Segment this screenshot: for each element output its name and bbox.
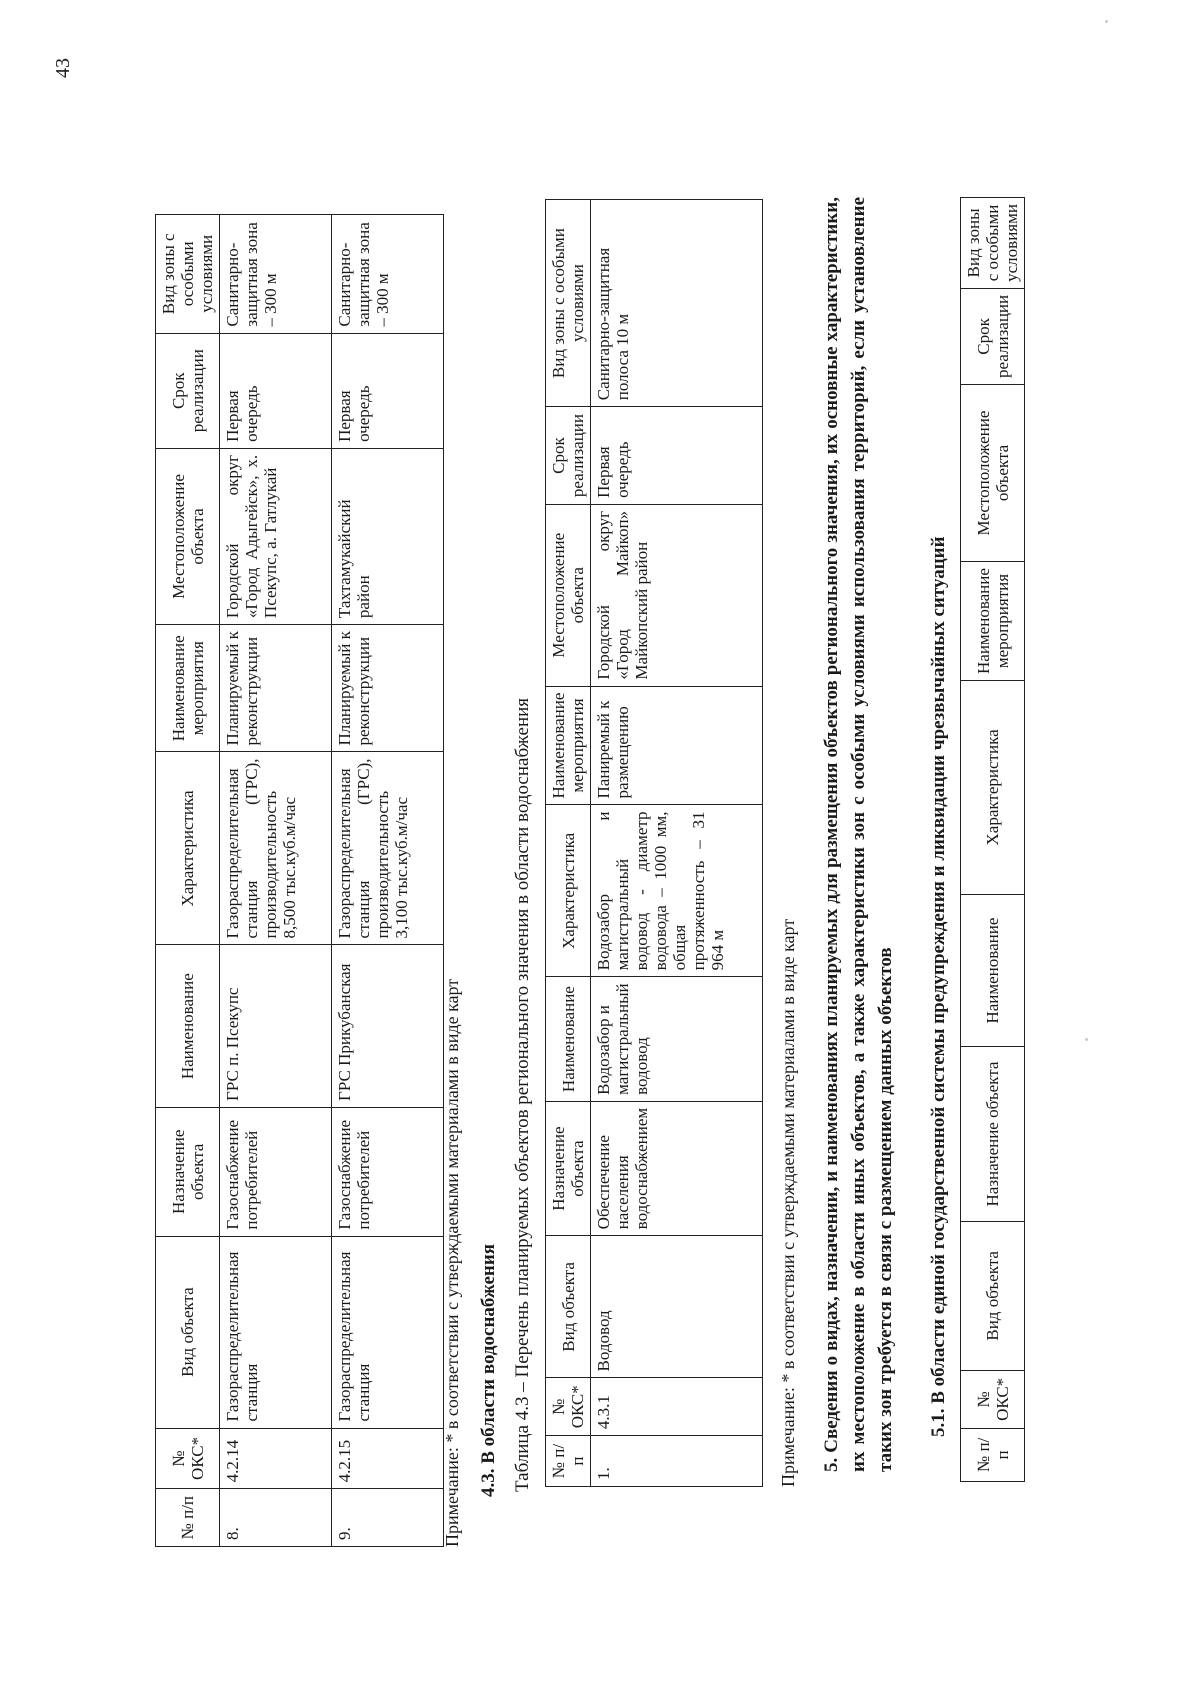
- scan-speck: [1105, 20, 1108, 23]
- table-cell: Планируемый к реконструкции: [332, 625, 444, 752]
- header-cell: Назначение объекта: [546, 1101, 591, 1235]
- table-cell: ГРС п. Псекупс: [220, 945, 332, 1108]
- table-header-row: [961, 198, 1025, 1482]
- table-row: [591, 200, 763, 1487]
- table-cell: 9.: [332, 1489, 444, 1547]
- rotated-page-content: [0, 157, 1040, 1657]
- table-cell: Газоснабжение потребителей: [220, 1107, 332, 1236]
- header-cell: Назначение объекта: [961, 1047, 1025, 1221]
- header-cell: Наименование мероприятия: [546, 686, 591, 805]
- table-4-3-caption: Таблица 4.3 – Перечень планируемых объектов регионального значения в области водоснабжения: [512, 697, 533, 1492]
- header-cell: № п/п: [156, 1489, 220, 1547]
- header-cell: Наименование: [546, 977, 591, 1101]
- table-cell: Городской округ «Город Адыгейск», х. Псекупс, а. Гатлукай: [220, 448, 332, 624]
- table-cell: Газораспределительная станция (ГРС), производительность 8,500 тыс.куб.м/час: [220, 752, 332, 945]
- water-supply-table: [545, 199, 763, 1487]
- table-cell: Водозабор и магистральный водовод - диаметр водовода – 1000 мм, общая протяженность – 31 964 м: [591, 805, 763, 977]
- header-cell: № п/п: [546, 1436, 591, 1487]
- header-cell: Местоположение объекта: [546, 504, 591, 686]
- table-cell: Первая очередь: [332, 333, 444, 448]
- table-cell: Санитарно-защитная зона – 300 м: [332, 215, 444, 334]
- table2-note: Примечание: * в соответствии с утверждаемыми материалами в виде карт: [778, 918, 798, 1487]
- header-cell: Назначение объекта: [156, 1107, 220, 1236]
- table-cell: Газораспределительная станция: [220, 1236, 332, 1428]
- header-cell: Характеристика: [546, 805, 591, 977]
- table-cell: Водовод: [591, 1236, 763, 1378]
- table-cell: 4.3.1: [591, 1378, 763, 1436]
- header-cell: Вид объекта: [961, 1221, 1025, 1370]
- section-5-heading: 5. Сведения о видах, назначении, и наименованиях планируемых для размещения объектов регионального значения, их основные характеристики, их местоположение в области иных объектов, а также характеристики зон с особыми условиями использования территорий, если установление таких зон требуется в связи с размещением данных объектов: [821, 197, 896, 1472]
- table-cell: 8.: [220, 1489, 332, 1547]
- table-cell: Паниремый к размещению: [591, 686, 763, 805]
- table-row: [332, 215, 444, 1547]
- table-header-row: [546, 200, 591, 1487]
- section-4-3-heading: 4.3. В области водоснабжения: [478, 1243, 499, 1497]
- header-cell: Местоположение объекта: [156, 448, 220, 624]
- header-cell: Вид объекта: [156, 1236, 220, 1428]
- table-cell: Санитарно-защитная зона – 300 м: [220, 215, 332, 334]
- table-cell: Тахтамукайский район: [332, 448, 444, 624]
- header-cell: Срок реализации: [546, 407, 591, 505]
- gas-stations-table: [155, 214, 444, 1547]
- page-number: 43: [52, 58, 74, 78]
- header-cell: Вид объекта: [546, 1236, 591, 1378]
- header-cell: № ОКС*: [156, 1428, 220, 1489]
- table-cell: Водозабор и магистральный водовод: [591, 977, 763, 1101]
- emergency-table-header: [960, 197, 1025, 1482]
- table-cell: Планируемый к реконструкции: [220, 625, 332, 752]
- table-cell: Обеспечение населения водоснабжением: [591, 1101, 763, 1235]
- table-cell: Санитарно-защитная полоса 10 м: [591, 200, 763, 407]
- header-cell: Наименование: [961, 894, 1025, 1047]
- table-row: [220, 215, 332, 1547]
- header-cell: № ОКС*: [546, 1378, 591, 1436]
- table-cell: Первая очередь: [591, 407, 763, 505]
- table-cell: Первая очередь: [220, 333, 332, 448]
- header-cell: Наименование мероприятия: [961, 562, 1025, 681]
- table1-note: Примечание: * в соответствии с утверждаемыми материалами в виде карт: [442, 978, 462, 1547]
- header-cell: № ОКС*: [961, 1370, 1025, 1428]
- header-cell: Вид зоны с особыми условиями: [546, 200, 591, 407]
- header-cell: Местоположение объекта: [961, 384, 1025, 561]
- table-cell: ГРС Прикубанская: [332, 945, 444, 1108]
- header-cell: Характеристика: [961, 681, 1025, 895]
- table-cell: Газоснабжение потребителей: [332, 1107, 444, 1236]
- header-cell: Вид зоны с особыми условиями: [156, 215, 220, 334]
- header-cell: № п/п: [961, 1428, 1025, 1481]
- table-cell: Газораспределительная станция (ГРС), производительность 3,100 тыс.куб.м/час: [332, 752, 444, 945]
- header-cell: Срок реализации: [961, 288, 1025, 384]
- header-cell: Наименование мероприятия: [156, 625, 220, 752]
- header-cell: Наименование: [156, 945, 220, 1108]
- header-cell: Срок реализации: [156, 333, 220, 448]
- header-cell: Вид зоны с особыми условиями: [961, 198, 1025, 289]
- section-5-1-heading: 5.1. В области единой государственной системы предупреждения и ликвидации чрезвычайных ситуаций: [928, 536, 949, 1437]
- table-cell: 4.2.15: [332, 1428, 444, 1489]
- table-cell: 1.: [591, 1436, 763, 1487]
- table-header-row: [156, 215, 220, 1547]
- table-cell: Городской округ «Город Майкоп» Майкопский район: [591, 504, 763, 686]
- table-cell: 4.2.14: [220, 1428, 332, 1489]
- scan-speck: [1085, 1038, 1088, 1041]
- table-cell: Газораспределительная станция: [332, 1236, 444, 1428]
- header-cell: Характеристика: [156, 752, 220, 945]
